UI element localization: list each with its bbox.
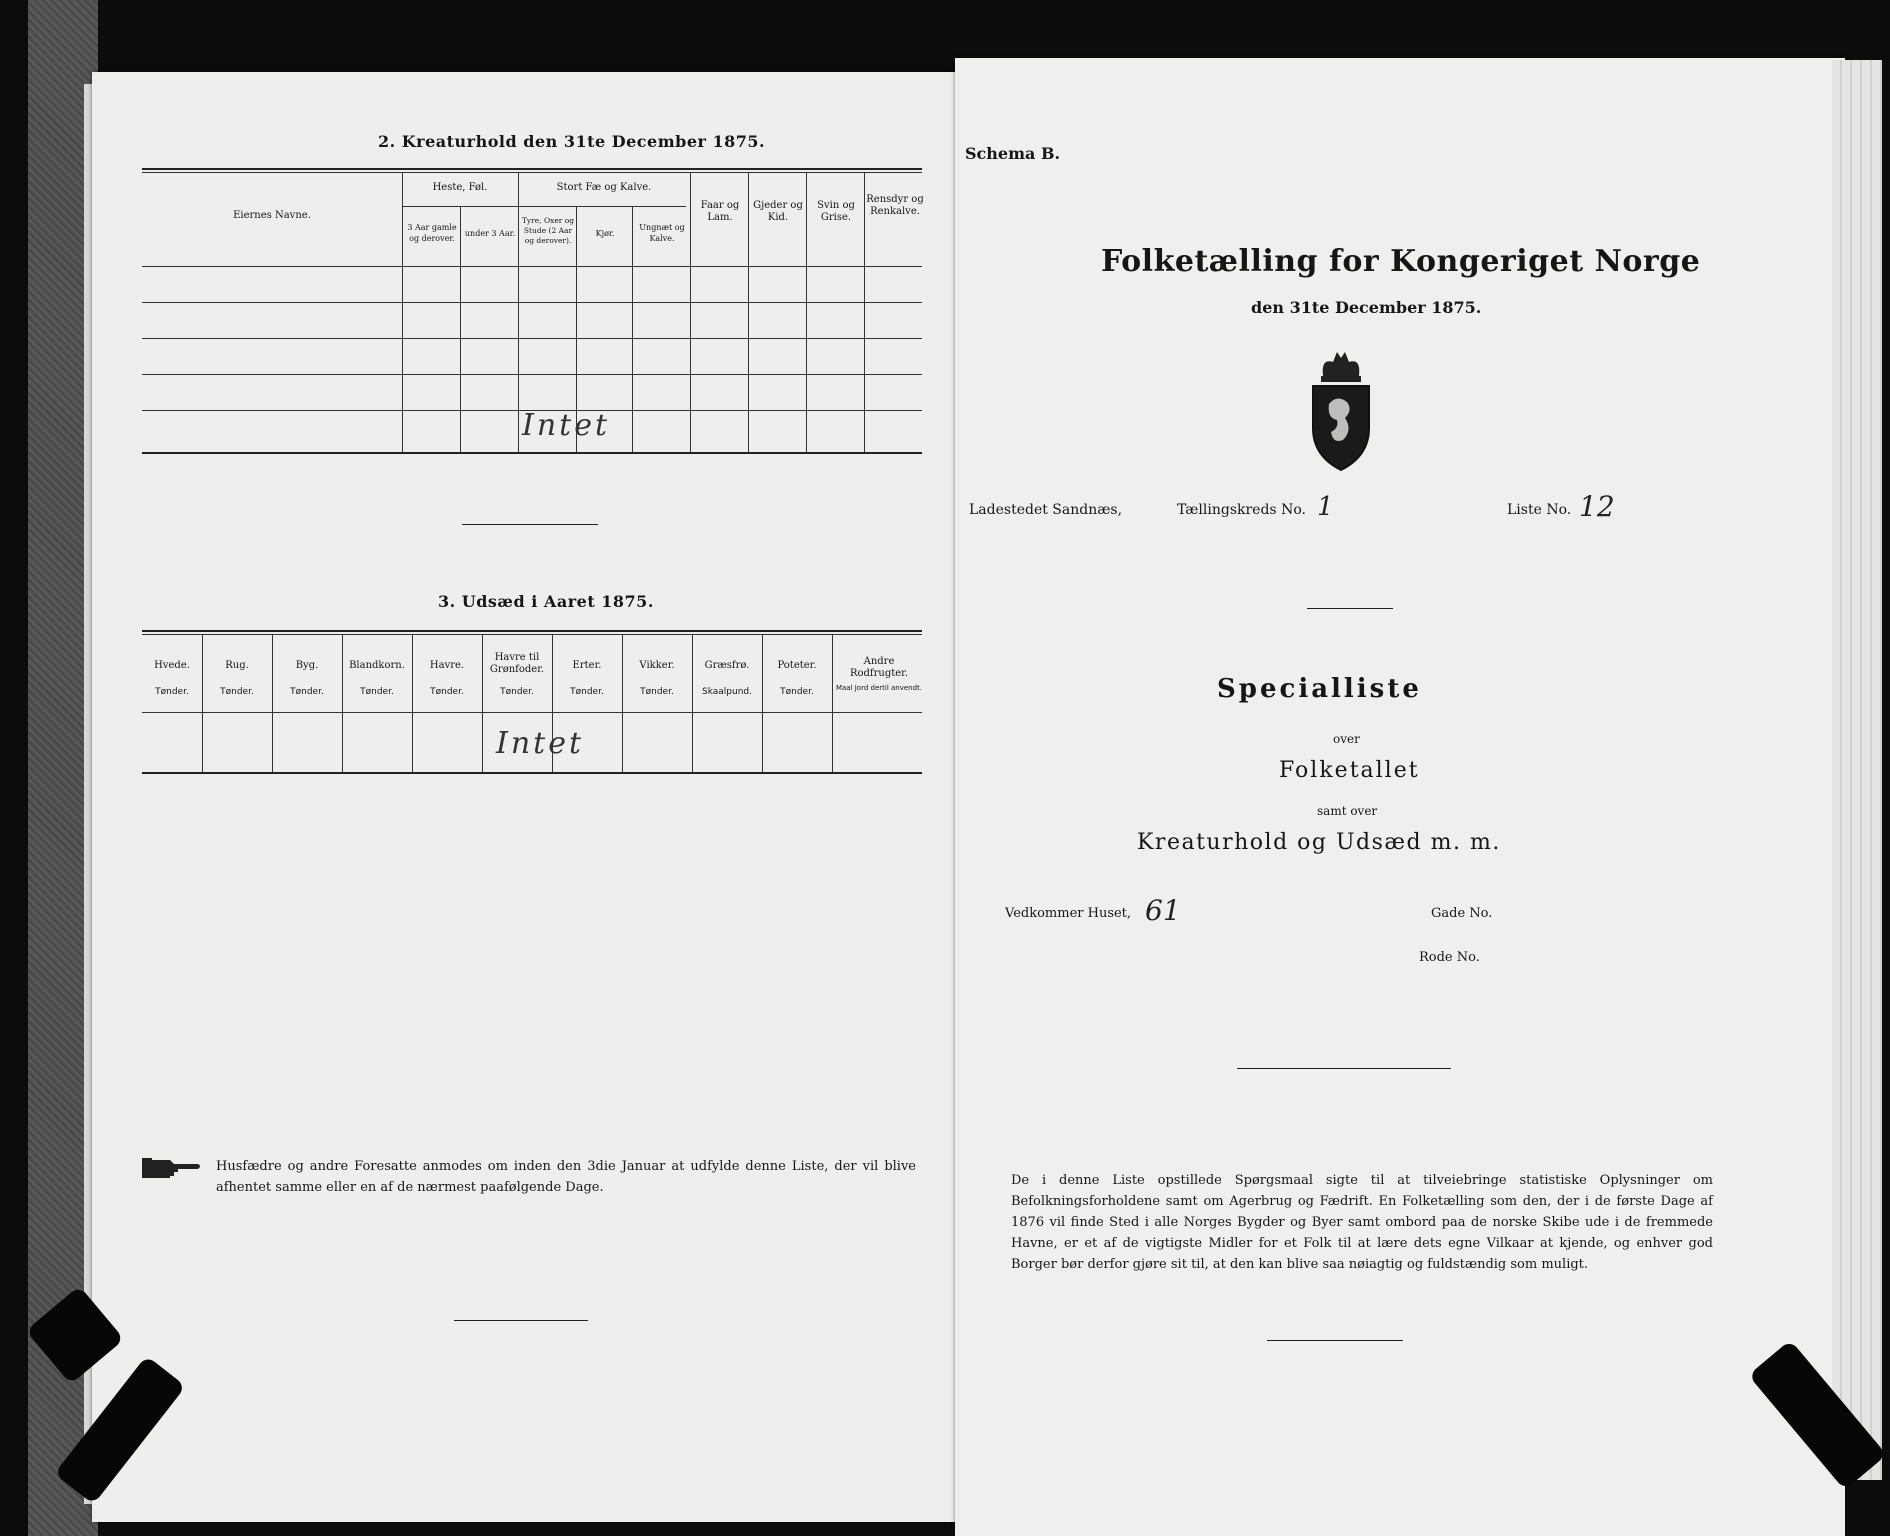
handwritten-intet: Intet (522, 408, 611, 443)
table-col (632, 206, 633, 452)
col-rug: Rug. (225, 660, 249, 671)
col-havre: Havre. (429, 660, 465, 671)
house-label: Vedkommer Huset, (1005, 906, 1132, 921)
gade-label: Gade No. (1431, 906, 1493, 921)
divider (462, 524, 598, 525)
right-notice: De i denne Liste opstillede Spørgsmaal sigte til at tilveiebringe statistiske Oplysninger om Befolkningsforholdene samt om Agerbrug og Fædrift. En Folketælling som den, der i de første Dage af 1876 vil finde Sted i alle Norges Bygder og Byer samt ombord paa de norske Skibe ude i de fremmede Havne, er et af de vigtigste Midler for et Folk til at lære dets egne Vilkaar at kjende, og enhver god Borger bør derfor gjøre sit til, at den kan blive saa nøiagtig og fuldstændig som muligt. (1011, 1173, 1713, 1272)
table-rule (142, 338, 922, 339)
unit-byg: Tønder. (290, 687, 324, 697)
table-rule (142, 712, 922, 713)
list-number: 12 (1579, 490, 1615, 523)
district-label: Tællingskreds No. (1177, 502, 1306, 518)
table-rule (142, 168, 922, 170)
section2-title: 2. Kreaturhold den 31te December 1875. (378, 132, 766, 151)
col-andre-rodfrugter: Andre Rodfrugter. (849, 656, 909, 679)
table-col (342, 634, 343, 772)
table-col (806, 172, 807, 452)
specialliste-heading: Specialliste (1217, 674, 1422, 704)
house-number: 61 (1145, 894, 1181, 927)
table-col (460, 206, 461, 452)
table-rule (142, 172, 922, 173)
col-cattle-young: Ungnæt og Kalve. (639, 223, 685, 243)
col-graesfro: Græsfrø. (704, 660, 750, 671)
table-rule (142, 302, 922, 303)
pointing-hand-icon (140, 1152, 204, 1184)
left-notice: Husfædre og andre Foresatte anmodes om inden den 3die Januar at udfylde denne Liste, der vil blive afhentet samme eller en af de nærmest paafølgende Dage. (216, 1159, 916, 1195)
page-edge (1832, 60, 1882, 1480)
table-col (832, 634, 833, 772)
left-page (92, 72, 960, 1522)
folketallet-label: Folketallet (1279, 758, 1420, 783)
col-owner: Eiernes Navne. (233, 210, 311, 221)
table-rule (142, 634, 922, 635)
unit-rug: Tønder. (220, 687, 254, 697)
table-rule (518, 206, 686, 207)
unit-hvede: Tønder. (155, 687, 189, 697)
col-vikker: Vikker. (639, 660, 675, 671)
table-rule (142, 374, 922, 375)
divider (1307, 608, 1393, 609)
kreaturhold-label: Kreaturhold og Udsæd m. m. (1137, 830, 1501, 855)
rode-label: Rode No. (1419, 950, 1480, 965)
table-col (412, 634, 413, 772)
place-label: Ladestedet Sandnæs, (969, 502, 1123, 518)
unit-erter: Tønder. (570, 687, 604, 697)
document-date: den 31te December 1875. (1251, 298, 1482, 317)
right-page (955, 58, 1845, 1536)
handwritten-intet: Intet (496, 726, 585, 761)
table-col (692, 634, 693, 772)
table-col (864, 172, 865, 452)
table-col (272, 634, 273, 772)
unit-blandkorn: Tønder. (360, 687, 394, 697)
col-pigs: Svin og Grise. (817, 200, 855, 223)
unit-havre-gronfoder: Tønder. (500, 687, 534, 697)
list-label: Liste No. (1507, 502, 1572, 518)
coat-of-arms-icon (1301, 348, 1381, 478)
col-reindeer: Rensdyr og Renkalve. (866, 194, 924, 217)
unit-andre-rodfrugter: Maal Jord dertil anvendt. (835, 684, 923, 692)
divider (1237, 1068, 1451, 1069)
unit-graesfro: Skaalpund. (702, 687, 752, 697)
unit-vikker: Tønder. (640, 687, 674, 697)
col-cattle-bulls: Tyre, Oxer og Stude (2 Aar og derover). (521, 216, 575, 245)
col-cattle-cows: Kjør. (595, 229, 615, 238)
document-title: Folketælling for Kongeriget Norge (1101, 244, 1701, 279)
col-blandkorn: Blandkorn. (349, 660, 405, 671)
table-rule (142, 452, 922, 454)
over-label: over (1333, 732, 1360, 746)
divider (1267, 1340, 1403, 1341)
table-col (518, 172, 519, 452)
samt-over-label: samt over (1317, 804, 1378, 818)
col-cattle: Stort Fæ og Kalve. (556, 182, 652, 193)
unit-poteter: Tønder. (780, 687, 814, 697)
table-col (622, 634, 623, 772)
table-col (402, 172, 403, 452)
col-goats: Gjeder og Kid. (753, 200, 803, 223)
table-col (690, 172, 691, 452)
col-havre-gronfoder: Havre til Grønfoder. (489, 652, 545, 675)
col-horses-3yo: 3 Aar gamle og derover. (407, 223, 457, 243)
district-number: 1 (1317, 492, 1334, 522)
col-hvede: Hvede. (154, 660, 190, 671)
schema-label: Schema B. (965, 144, 1061, 163)
unit-havre: Tønder. (430, 687, 464, 697)
table-rule (142, 630, 922, 632)
divider (454, 1320, 588, 1321)
col-horses: Heste, Føl. (432, 182, 488, 193)
col-byg: Byg. (295, 660, 319, 671)
table-col (762, 634, 763, 772)
col-sheep: Faar og Lam. (700, 200, 740, 223)
table-rule (142, 266, 922, 267)
col-erter: Erter. (572, 660, 602, 671)
col-poteter: Poteter. (777, 660, 817, 671)
col-horses-under3: under 3 Aar. (464, 229, 516, 238)
table-col (748, 172, 749, 452)
table-col (202, 634, 203, 772)
section3-title: 3. Udsæd i Aaret 1875. (438, 592, 654, 611)
table-rule (142, 772, 922, 774)
